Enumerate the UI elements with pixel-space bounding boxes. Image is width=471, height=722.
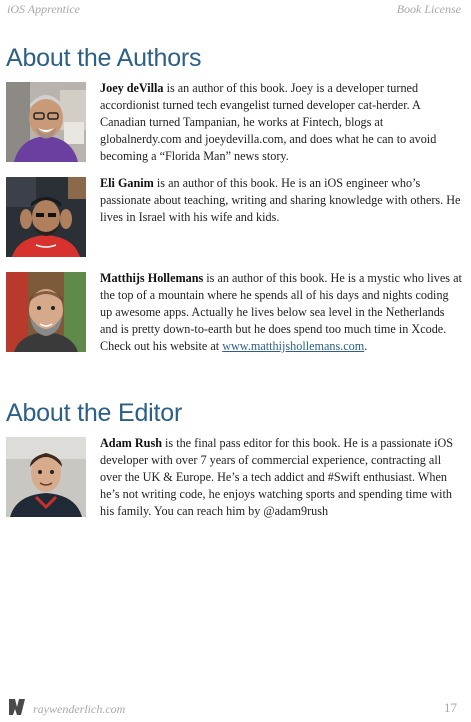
author-description-joey: is an author of this book. Joey is a developer turned accordionist turned tech evangelist turned developer cat-herder. A Canadian turned Tampanian, he works at Fintech, blogs at globalnerdy.com and joeydevilla.com, and does what he can to avoid becoming a “Florida Man” news story. (100, 81, 437, 163)
author-name-matthijs: Matthijs Hollemans (100, 271, 204, 285)
editor-photo-adam (6, 437, 86, 517)
page-number: 17 (444, 700, 457, 715)
editor-name-adam: Adam Rush (100, 436, 162, 450)
section-name: Book License (396, 2, 461, 16)
editor-text-adam (100, 435, 462, 520)
author-photo-eli (6, 177, 86, 257)
author-description-eli: is an author of this book. He is an iOS engineer who’s passionate about teaching, writing and sharing knowledge with others. He lives in Israel with his wife and kids. (100, 176, 461, 224)
author-name-eli: Eli Ganim (100, 176, 154, 190)
editor-description-adam: is the final pass editor for this book. He is a passionate iOS developer with over 7 years of commercial experience, contracting all over the UK & Europe. He’s a tech addict and #Swift enthusiast. When he’s not writing code, he enjoys watching sports and spending time with his family. You can reach him by @adam9rush (100, 436, 454, 518)
matthijs-website-link[interactable]: www.matthijshollemans.com (222, 339, 365, 353)
author-text-eli (100, 175, 462, 226)
editor-heading: About the Editor (6, 399, 183, 427)
author-description-matthijs-end: . (364, 339, 368, 353)
footer-site: raywenderlich.com (33, 702, 126, 716)
rw-logo-icon (7, 697, 27, 717)
author-name-joey: Joey deVilla (100, 81, 164, 95)
book-title: iOS Apprentice (7, 2, 80, 16)
author-photo-matthijs (6, 272, 86, 352)
author-text-matthijs (100, 270, 462, 355)
page-header (7, 2, 461, 20)
author-description-matthijs: is an author of this book. He is a mystic who lives at the top of a mountain where he spends all of his days and nights coding up awesome apps. Actually he lives below sea level in the Netherlands and is pretty down-to-earth but he does spend too much time in Xcode. Check out his website at (100, 271, 462, 353)
author-photo-joey (6, 82, 86, 162)
author-text-joey (100, 80, 462, 165)
authors-heading: About the Authors (6, 44, 202, 72)
